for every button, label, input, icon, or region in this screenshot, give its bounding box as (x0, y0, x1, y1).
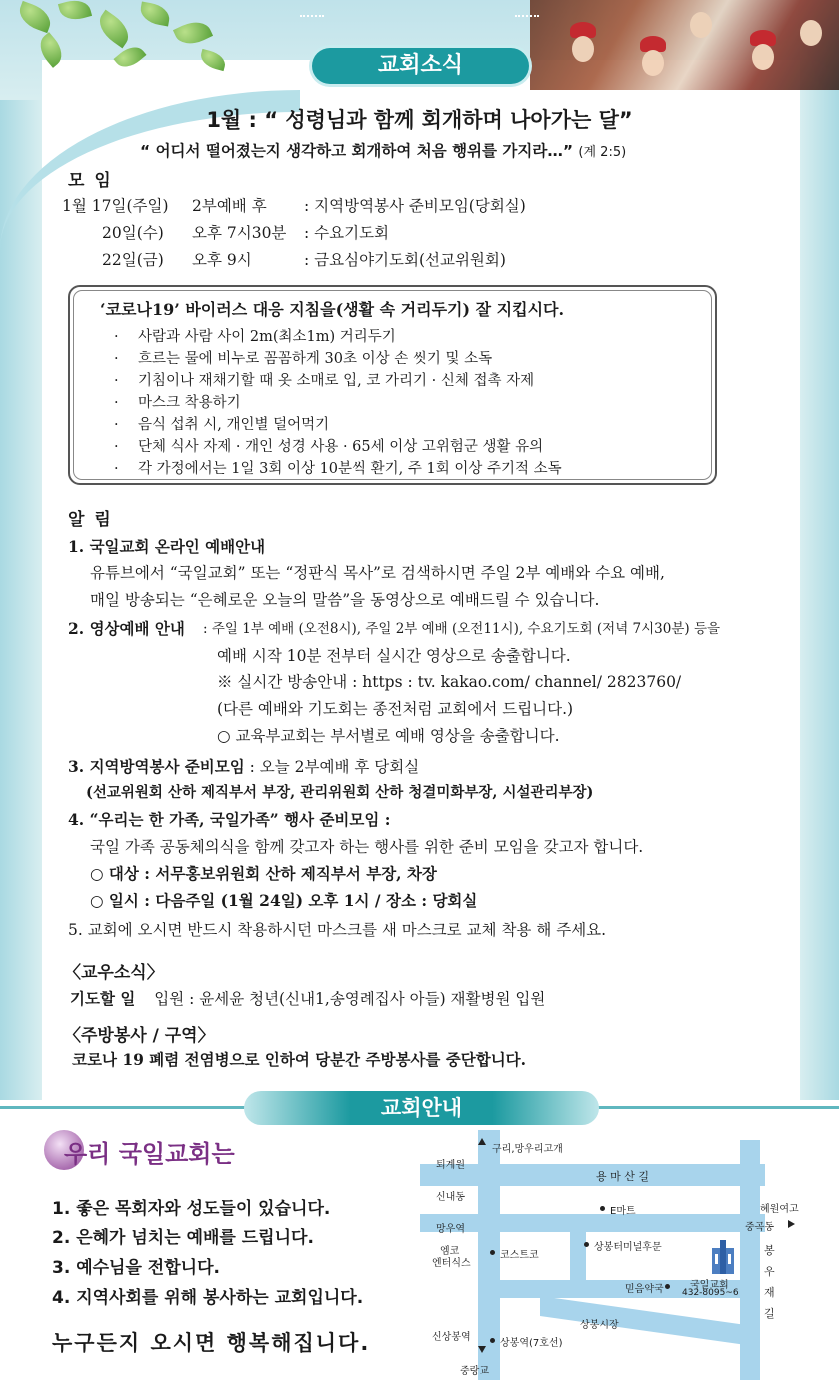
dots-decoration (300, 15, 324, 19)
intro-item: 4. 지역사회를 위해 봉사하는 교회입니다. (52, 1288, 364, 1308)
notice-2-line: 예배 시작 10분 전부터 실시간 영상으로 송출합니다. (217, 647, 571, 665)
map-label-hyewon: 혜원여고 (760, 1204, 799, 1215)
road-bongujae (740, 1140, 760, 1380)
bullet-icon: · (114, 461, 119, 477)
map-label-terminal: 상봉터미널후문 (594, 1242, 662, 1253)
map-label-enteksiseu: 엔터식스 (432, 1258, 471, 1269)
arrow-right-icon (788, 1220, 795, 1228)
notice-4-line: ○ 일시 : 다음주일 (1월 24일) 오후 1시 / 장소 : 당회실 (90, 891, 478, 910)
map-label-junggok: 중곡동 (745, 1222, 774, 1233)
map-label-emco: 엠코 (440, 1246, 460, 1257)
notice-2-line: (다른 예배와 기도회는 종전처럼 교회에서 드립니다.) (217, 700, 574, 718)
meeting-time: 오후 9시 (192, 251, 252, 269)
map-label-toegyewon: 퇴계원 (436, 1160, 465, 1171)
bullet-icon: · (114, 417, 119, 433)
leaves-decoration (0, 0, 260, 90)
map-dot (490, 1338, 495, 1343)
church-news-header: 교회소식 (312, 48, 529, 84)
meeting-date: 20일(수) (102, 224, 164, 242)
month-theme-verse (140, 139, 626, 161)
notice-2-link[interactable]: ※ 실시간 방송안내 : https : tv. kakao.com/ channel/ 2823760/ (217, 673, 682, 691)
location-map (420, 1130, 820, 1385)
notice-3-title: 3. 지역방역봉사 준비모임 (68, 757, 245, 776)
right-border (800, 40, 839, 1100)
notice-1-line: 매일 방송되는 “은혜로운 오늘의 말씀”을 동영상으로 예배드릴 수 있습니다. (90, 591, 600, 609)
map-label-costco: 코스트코 (500, 1250, 539, 1261)
covid-guideline-item: · 흐르는 물에 비누로 꼼꼼하게 30초 이상 손 씻기 및 소독 (114, 351, 493, 367)
notice-3 (68, 755, 419, 777)
intro-item: 2. 은혜가 넘치는 예배를 드립니다. (52, 1228, 314, 1248)
kitchen-heading: 〈주방봉사 / 구역〉 (64, 1026, 215, 1046)
covid-guideline-item: · 단체 식사 자제 · 개인 성경 사용 · 65세 이상 고위험군 생활 유의 (114, 439, 544, 455)
bullet-icon: · (114, 373, 119, 389)
notice-2-line: : 주일 1부 예배 (오전8시), 주일 2부 예배 (오전11시), 수요기도회 (저녁 7시30분) 등을 (203, 621, 721, 637)
bullet-icon: · (114, 395, 119, 411)
meeting-desc: : 금요심야기도회(선교위원회) (304, 251, 506, 269)
road-mangu (420, 1214, 765, 1232)
notice-5: 5. 교회에 오시면 반드시 착용하시던 마스크를 새 마스크로 교체 착용 해 주세요. (68, 921, 607, 939)
map-label-mangu: 망우역 (436, 1224, 465, 1235)
notice-2-label: 2. 영상예배 안내 (68, 619, 185, 638)
notice-1-line: 유튜브에서 “국일교회” 또는 “정판식 목사”로 검색하시면 주일 2부 예배와 수요 예배, (90, 564, 665, 582)
bullet-icon: · (114, 351, 119, 367)
map-label-sinnae: 신내동 (436, 1192, 465, 1203)
arrow-down-icon (478, 1346, 486, 1353)
members-news-heading: 〈교우소식〉 (64, 963, 164, 983)
prayer-text: 입원 : 윤세윤 청년(신내1,송영례집사 아들) 재활병원 입원 (154, 990, 546, 1008)
map-label-pharmacy: 믿음약국 (625, 1284, 664, 1295)
arrow-up-icon (478, 1138, 486, 1145)
covid-guideline-item: · 마스크 착용하기 (114, 395, 241, 411)
covid-guideline-item: · 음식 섭취 시, 개인별 덜어먹기 (114, 417, 330, 433)
month-theme-title: 1월 : “ 성령님과 함께 회개하며 나아가는 달” (206, 108, 633, 132)
meeting-date: 22일(금) (102, 251, 164, 269)
bullet-icon: · (114, 329, 119, 345)
church-info-header (244, 1091, 599, 1125)
map-dot (600, 1206, 605, 1211)
map-label-church: 국일교회 (690, 1280, 729, 1291)
map-label-sinsangbong: 신상봉역 (432, 1332, 471, 1343)
meeting-date: 1월 17일(주일) (62, 197, 169, 215)
verse-reference: (계 2:5) (578, 145, 627, 160)
map-label-emart: E마트 (610, 1206, 636, 1217)
map-dot (584, 1242, 589, 1247)
map-label-sangbong: 상봉역(7호선) (500, 1338, 563, 1349)
meeting-time: 2부예배 후 (192, 197, 267, 215)
notice-1-title: 1. 국일교회 온라인 예배안내 (68, 537, 266, 556)
map-label-guri: 구리,망우리고개 (492, 1144, 563, 1155)
notice-2-line: ○ 교육부교회는 부서별로 예배 영상을 송출합니다. (217, 727, 560, 745)
slogan: 누구든지 오시면 행복해집니다. (52, 1331, 371, 1355)
intro-item: 3. 예수님을 전합니다. (52, 1258, 220, 1278)
covid-guideline-item: · 기침이나 재채기할 때 옷 소매로 입, 코 가리기 · 신체 접촉 자제 (114, 373, 535, 389)
map-label-yongmasan: 용 마 산 길 (596, 1170, 649, 1183)
map-dot (665, 1284, 670, 1289)
road-yongmasan (420, 1164, 765, 1186)
meeting-time: 오후 7시30분 (192, 224, 287, 242)
church-building-icon (708, 1238, 738, 1274)
notice-3-line: (선교위원회 산하 제직부서 부장, 관리위원회 산하 청결미화부장, 시설관리부장) (86, 784, 594, 801)
map-label-phone: 432-8095~6 (682, 1288, 739, 1298)
notice-4-title: 4. “우리는 한 가족, 국일가족” 행사 준비모임 : (68, 810, 391, 829)
notices-heading: 알 림 (68, 510, 113, 530)
notice-3-title-rest: : 오늘 2부예배 후 당회실 (244, 758, 420, 776)
notice-4-line: 국일 가족 공동체의식을 함께 갖고자 하는 행사를 위한 준비 모임을 갖고자 합니다. (90, 838, 644, 856)
map-dot (490, 1250, 495, 1255)
intro-item: 1. 좋은 목회자와 성도들이 있습니다. (52, 1199, 331, 1219)
map-label-junglang: 중랑교 (460, 1366, 489, 1377)
members-news-row (70, 987, 545, 1009)
map-label-bongujae: 봉우재길 (764, 1244, 775, 1320)
left-border (0, 100, 42, 1100)
bullet-icon: · (114, 439, 119, 455)
dots-decoration (515, 15, 539, 19)
intro-title: 우리 국일교회는 (64, 1140, 235, 1168)
covid-guideline-item: · 각 가정에서는 1일 3회 이상 10분씩 환기, 주 1회 이상 주기적 소독 (114, 461, 562, 477)
choir-photo (530, 0, 839, 90)
covid-guideline-title: ‘코로나19’ 바이러스 대응 지침을(생활 속 거리두기) 잘 지킵시다. (100, 300, 565, 319)
map-label-market: 상봉시장 (580, 1320, 619, 1331)
church-info-title: 교회안내 (380, 1096, 463, 1120)
meetings-heading: 모 임 (68, 171, 113, 191)
kitchen-text: 코로나 19 폐렴 전염병으로 인하여 당분간 주방봉사를 중단합니다. (72, 1050, 527, 1069)
prayer-label: 기도할 일 (70, 990, 136, 1008)
covid-guideline-item: · 사람과 사람 사이 2m(최소1m) 거리두기 (114, 329, 396, 345)
meeting-desc: : 수요기도회 (304, 224, 390, 242)
verse-text: “ 어디서 떨어졌는지 생각하고 회개하여 처음 행위를 가지라…” (140, 142, 574, 160)
notice-4-line: ○ 대상 : 서무홍보위원회 산하 제직부서 부장, 차장 (90, 864, 437, 883)
road-market (540, 1296, 740, 1344)
meeting-desc: : 지역방역봉사 준비모임(당회실) (304, 197, 526, 215)
covid-guideline-box (68, 285, 717, 485)
